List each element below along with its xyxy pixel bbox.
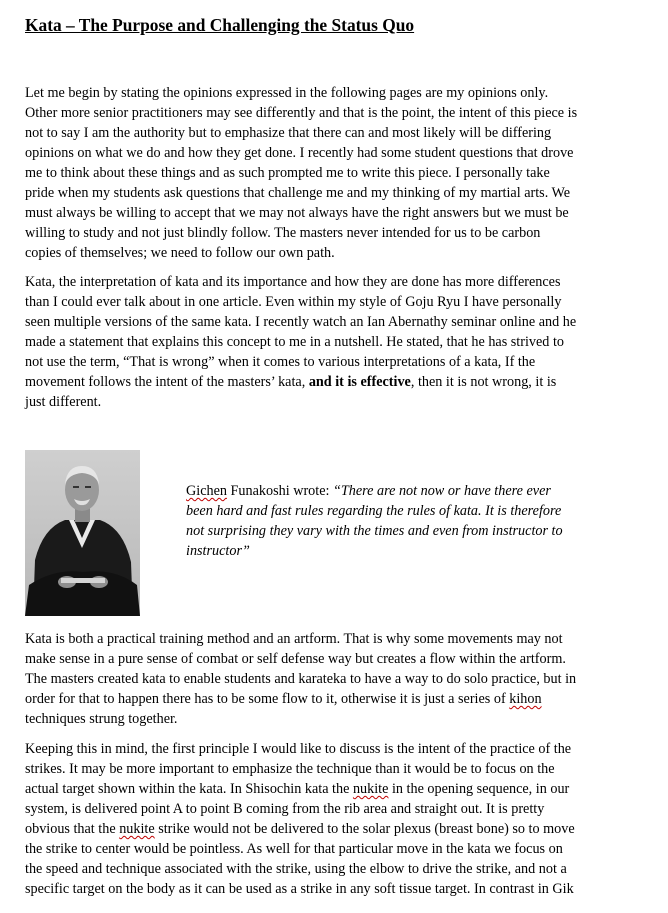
quote-text: “There are not now or have there ever — [333, 483, 551, 499]
document-title: Kata – The Purpose and Challenging the Status Quo — [25, 15, 415, 35]
text-line: Let me begin by stating the opinions expressed in the following pages are my opinions only. — [25, 85, 549, 101]
text-run: in the opening sequence, in our — [388, 781, 570, 797]
text-line: seen multiple versions of the same kata. I recently watch an Ian Abernathy seminar online and he — [25, 314, 577, 330]
text-line: Keeping this in mind, the first principle I would like to discuss is the intent of the practice of the — [25, 741, 572, 757]
text-line: must always be willing to accept that we may not always have the right answers but we must be — [25, 205, 569, 221]
text-run: actual target shown within the kata. In Shisochin kata the — [25, 781, 353, 797]
text-run: obvious that the — [25, 821, 120, 837]
quote-author-first-name: Gichen — [186, 483, 227, 499]
quote-text: not surprising they vary with the times and even from instructor to — [186, 523, 563, 539]
text-line: Kata, the interpretation of kata and its importance and how they are done has more differences — [25, 274, 561, 290]
text-line: pride when my students ask questions that challenge me and my thinking of my martial arts. We — [25, 185, 571, 201]
text-line: not to say I am the authority but to emphasize that there can and most likely will be differing — [25, 125, 552, 141]
text-line: techniques strung together. — [25, 711, 178, 727]
text-line: system, is delivered point A to point B coming from the rib area and straight out. It is pretty — [25, 801, 545, 817]
text-line — [186, 521, 636, 541]
text-run: Funakoshi wrote: — [226, 483, 333, 499]
paragraph-practical-training — [25, 629, 649, 729]
text-run: strike would not be delivered to the solar plexus (breast bone) so to move — [154, 821, 575, 837]
paragraph-strike-intent — [25, 739, 649, 899]
text-line: Other more senior practitioners may see differently and that is the point, the intent of this piece is — [25, 105, 578, 121]
text-line — [25, 779, 649, 799]
funakoshi-photo — [25, 450, 140, 616]
quote-text: been hard and fast rules regarding the rules of kata. It is therefore — [186, 503, 562, 519]
bold-emphasis: and it is effective — [308, 374, 411, 390]
text-line: me to think about these things and as such prompted me to write this piece. I personally take — [25, 165, 550, 181]
text-line — [186, 481, 636, 501]
text-line — [25, 372, 649, 392]
portrait-image — [25, 450, 140, 616]
text-run: order for that to happen there has to be some flow to it, otherwise it is just a series of — [25, 691, 510, 707]
spellcheck-word: kihon — [509, 691, 542, 707]
text-line — [25, 819, 649, 839]
text-line: willing to study and not just blindly follow. The masters never intended for us to be carbon — [25, 225, 541, 241]
spellcheck-word: nukite — [352, 781, 389, 797]
text-line: strikes. It may be more important to emphasize the technique than it would be to focus on the — [25, 761, 555, 777]
text-line: just different. — [25, 394, 102, 410]
text-line: made a statement that explains this concept to me in a nutshell. He stated, that he has strived to — [25, 334, 564, 350]
text-run: movement follows the intent of the masters’ kata, — [25, 374, 309, 390]
text-run: , then it is not wrong, it is — [410, 374, 557, 390]
text-line: Kata is both a practical training method and an artform. That is why some movements may not — [25, 631, 563, 647]
text-line — [186, 501, 636, 521]
paragraph-intro — [25, 83, 649, 263]
paragraph-kata-interpretation — [25, 272, 649, 412]
text-line: make sense in a pure sense of combat or self defense way but creates a flow within the artform. — [25, 651, 566, 667]
quote-text: instructor” — [186, 543, 250, 559]
text-line: opinions on what we do and how they get done. I recently had some student questions that drove — [25, 145, 574, 161]
text-line: copies of themselves; we need to follow our own path. — [25, 245, 335, 261]
spellcheck-word: nukite — [119, 821, 155, 837]
text-line: The masters created kata to enable students and karateka to have a way to do solo practice, but in — [25, 671, 577, 687]
text-line — [25, 689, 649, 709]
text-line: the speed and technique associated with the strike, using the elbow to drive the strike, and not a — [25, 861, 567, 877]
text-line — [186, 541, 636, 561]
funakoshi-quote — [186, 481, 636, 561]
text-line: not use the term, “That is wrong” when it comes to various interpretations of a kata, If the — [25, 354, 536, 370]
text-line: the strike to center would be pointless. As well for that particular move in the kata we focus on — [25, 841, 563, 857]
text-line: specific target on the body as it can be used as a strike in any soft tissue target. In contrast in Gik — [25, 881, 574, 897]
text-line: than I could ever talk about in one article. Even within my style of Goju Ryu I have personally — [25, 294, 562, 310]
